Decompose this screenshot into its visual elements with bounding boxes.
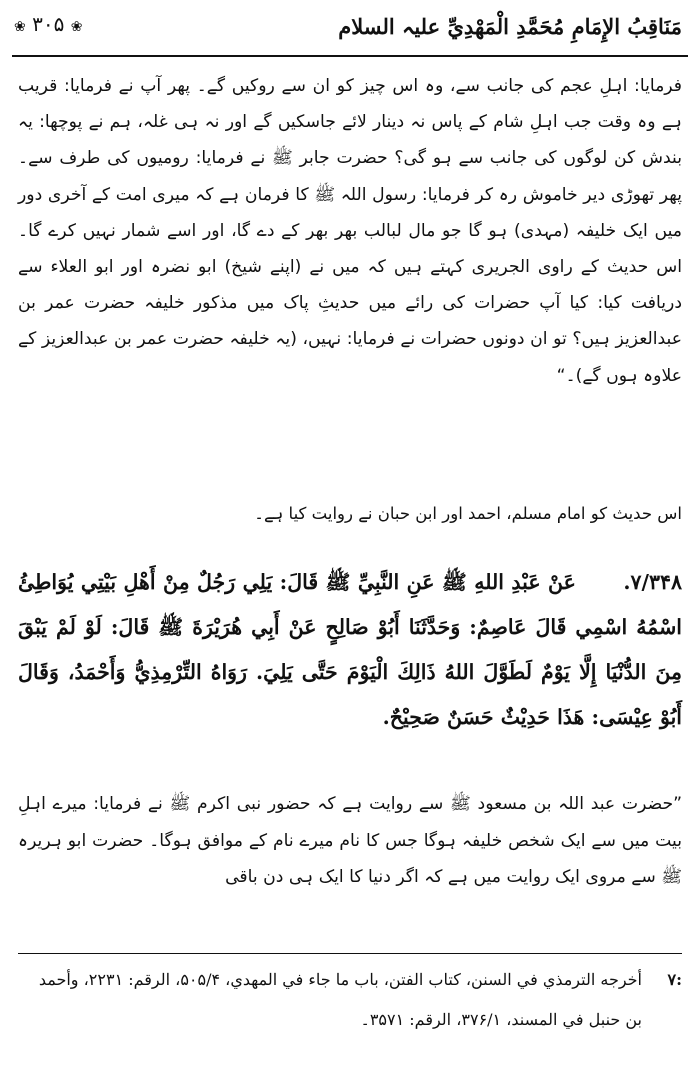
- header-divider: [12, 55, 688, 57]
- arabic-hadith-text: عَنْ عَبْدِ اللهِ ﷺ عَنِ النَّبِيِّ ﷺ قَالَ: يَلِي رَجُلٌ مِنْ أَهْلِ بَيْتِي يُوَاطِئُ اسْمُهُ اسْمِي قَالَ عَاصِمٌ: وَحَدَّثَنَا أَبُوْ صَالِحٍ عَنْ أَبِي هُرَيْرَةَ ﷺ قَالَ: لَوْ لَمْ يَبْقَ مِنَ الدُّنْيَا إِلَّا يَوْمٌ لَطَوَّلَ اللهُ ذَالِكَ الْيَوْمَ حَتَّى يَلِيَ. رَوَاهُ التِّرْمِذِيُّ وَأَحْمَدُ، وَقَالَ أَبُوْ عِيْسَى: هَذَا حَدِيْثٌ حَسَنٌ صَحِيْحٌ.: [18, 570, 682, 729]
- narration-note: اس حدیث کو امام مسلم، احمد اور ابن حبان نے روایت کیا ہے۔: [254, 504, 682, 523]
- urdu-paragraph-1: فرمایا: اہلِ عجم کی جانب سے، وہ اس چیز کو ان سے روکیں گے۔ پھر آپ نے فرمایا: قریب ہے وہ وقت جب اہلِ شام کے پاس نہ دینار لائے جاسکیں گے اور نہ ہی غلہ، ہم نے پوچھا: یہ بندش کن لوگوں کی جانب سے ہو گی؟ حضرت جابر ﷺ نے فرمایا: رومیوں کی طرف سے۔ پھر تھوڑی دیر خاموش رہ کر فرمایا: رسول اللہ ﷺ کا فرمان ہے کہ میری امت کے آخری دور میں ایک خلیفہ (مہدی) ہو گا جو مال لبالب بھر بھر کے دے گا، اور اسے شمار نہیں کرے گا۔ اس حدیث کے راوی الجریری کہتے ہیں کہ میں نے (اپنے شیخ) ابو نضرہ اور ابو العلاء سے دریافت کیا: کیا آپ حضرات کی رائے میں حدیثِ پاک میں مذکور خلیفہ حضرت عمر بن عبدالعزیز ہیں؟ تو ان دونوں حضرات نے فرمایا: نہیں، (یہ خلیفہ حضرت عمر بن عبدالعزیز کے علاوہ ہوں گے)۔“: [18, 76, 682, 386]
- footnote: [18, 960, 682, 1040]
- page-number-box: [14, 12, 82, 36]
- arabic-hadith: [18, 560, 682, 740]
- running-title: مَنَاقِبُ الإِمَامِ مُحَمَّدِ الْمَهْدِيِّ علیہ السلام: [338, 14, 682, 39]
- ornament-left-icon: ❀: [14, 19, 26, 35]
- footnote-divider: [18, 953, 682, 954]
- hadith-number: ۷/۳۴۸.: [623, 570, 683, 594]
- page-number: ۳۰۵: [32, 12, 65, 36]
- ornament-right-icon: ❀: [70, 19, 83, 35]
- urdu-paragraph-2: ”حضرت عبد اللہ بن مسعود ﷺ سے روایت ہے کہ حضور نبی اکرم ﷺ نے فرمایا: میرے اہلِ بیت میں سے ایک شخص خلیفہ ہوگا جس کا نام میرے نام کے موافق ہوگا۔ حضرت ابو ہریرہ ﷺ سے مروی ایک روایت میں ہے کہ اگر دنیا کا ایک ہی دن باقی: [18, 794, 682, 887]
- footnote-text: أخرجه الترمذي في السنن، كتاب الفتن، باب ما جاء في المهدي، ۵۰۵/۴، الرقم: ۲۲۳۱، وأحمد بن حنبل في المسند، ۳۷۶/۱، الرقم: ۳۵۷۱۔: [38, 970, 642, 1029]
- page-header: [14, 12, 686, 46]
- footnote-marker: :۷: [667, 970, 682, 989]
